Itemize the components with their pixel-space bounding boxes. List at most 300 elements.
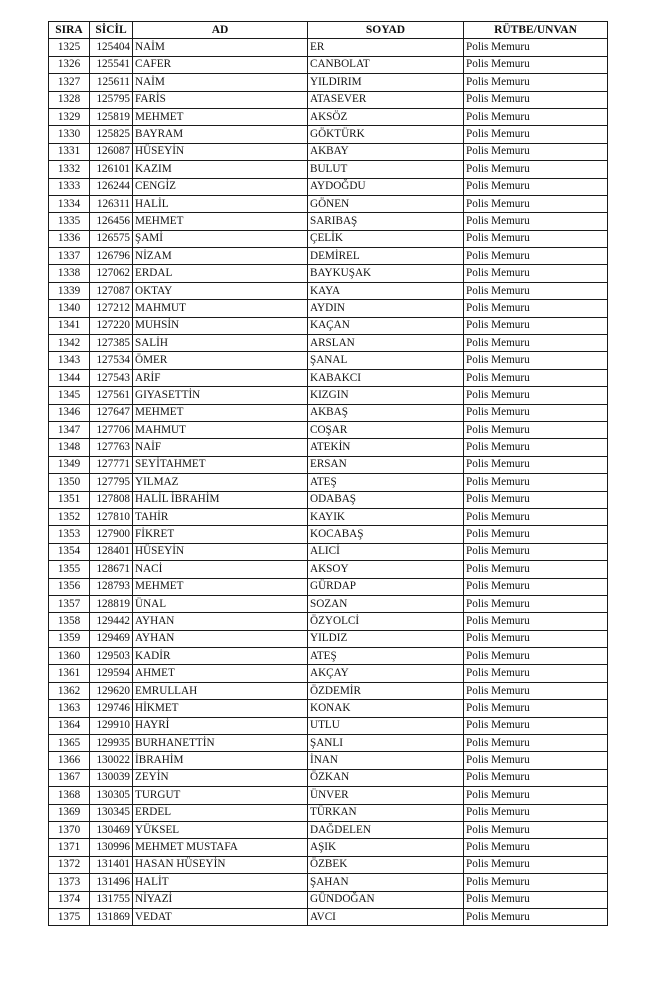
cell-ad: AYHAN <box>133 630 308 647</box>
cell-sicil: 127771 <box>90 456 133 473</box>
cell-sicil: 126087 <box>90 143 133 160</box>
table-row <box>49 613 608 630</box>
cell-rutbe: Polis Memuru <box>464 56 608 73</box>
cell-soyad: SARIBAŞ <box>308 213 464 230</box>
cell-sira: 1345 <box>49 387 90 404</box>
cell-sicil: 126244 <box>90 178 133 195</box>
cell-sicil: 131755 <box>90 891 133 908</box>
table-row <box>49 230 608 247</box>
cell-ad: ŞAMİ <box>133 230 308 247</box>
cell-sira: 1367 <box>49 769 90 786</box>
cell-ad: HÜSEYİN <box>133 543 308 560</box>
cell-soyad: ALICİ <box>308 543 464 560</box>
cell-sicil: 127534 <box>90 352 133 369</box>
cell-soyad: ÖZDEMİR <box>308 682 464 699</box>
table-row <box>49 265 608 282</box>
cell-sicil: 130039 <box>90 769 133 786</box>
header-sicil: SİCİL <box>90 22 133 39</box>
cell-sira: 1371 <box>49 839 90 856</box>
cell-ad: GIYASETTİN <box>133 387 308 404</box>
cell-rutbe: Polis Memuru <box>464 300 608 317</box>
cell-rutbe: Polis Memuru <box>464 39 608 56</box>
cell-sira: 1333 <box>49 178 90 195</box>
cell-sicil: 129503 <box>90 648 133 665</box>
cell-rutbe: Polis Memuru <box>464 752 608 769</box>
cell-sicil: 129620 <box>90 682 133 699</box>
cell-sicil: 125795 <box>90 91 133 108</box>
cell-rutbe: Polis Memuru <box>464 265 608 282</box>
cell-rutbe: Polis Memuru <box>464 161 608 178</box>
table-row <box>49 769 608 786</box>
cell-ad: NİYAZİ <box>133 891 308 908</box>
cell-sira: 1357 <box>49 595 90 612</box>
table-row <box>49 561 608 578</box>
cell-sira: 1365 <box>49 735 90 752</box>
cell-sira: 1360 <box>49 648 90 665</box>
cell-soyad: GÜNDOĞAN <box>308 891 464 908</box>
cell-rutbe: Polis Memuru <box>464 178 608 195</box>
cell-soyad: GÖKTÜRK <box>308 126 464 143</box>
cell-sicil: 129594 <box>90 665 133 682</box>
cell-ad: HÜSEYİN <box>133 143 308 160</box>
cell-sira: 1332 <box>49 161 90 178</box>
cell-soyad: KABAKCI <box>308 369 464 386</box>
table-row <box>49 74 608 91</box>
cell-sira: 1375 <box>49 908 90 925</box>
cell-rutbe: Polis Memuru <box>464 908 608 925</box>
cell-sicil: 130345 <box>90 804 133 821</box>
cell-ad: FİKRET <box>133 526 308 543</box>
cell-rutbe: Polis Memuru <box>464 230 608 247</box>
cell-rutbe: Polis Memuru <box>464 508 608 525</box>
cell-sicil: 126796 <box>90 248 133 265</box>
cell-ad: NACİ <box>133 561 308 578</box>
cell-sira: 1354 <box>49 543 90 560</box>
table-row <box>49 908 608 925</box>
cell-soyad: KIZGIN <box>308 387 464 404</box>
cell-soyad: ODABAŞ <box>308 491 464 508</box>
table-row <box>49 682 608 699</box>
cell-ad: KADİR <box>133 648 308 665</box>
cell-soyad: DEMİREL <box>308 248 464 265</box>
cell-rutbe: Polis Memuru <box>464 248 608 265</box>
cell-rutbe: Polis Memuru <box>464 561 608 578</box>
cell-soyad: ERSAN <box>308 456 464 473</box>
cell-sira: 1362 <box>49 682 90 699</box>
cell-soyad: UTLU <box>308 717 464 734</box>
cell-ad: NAİF <box>133 439 308 456</box>
cell-sicil: 125825 <box>90 126 133 143</box>
cell-rutbe: Polis Memuru <box>464 891 608 908</box>
cell-rutbe: Polis Memuru <box>464 769 608 786</box>
cell-soyad: AKSOY <box>308 561 464 578</box>
cell-ad: HAYRİ <box>133 717 308 734</box>
cell-sicil: 128819 <box>90 595 133 612</box>
cell-rutbe: Polis Memuru <box>464 387 608 404</box>
table-row <box>49 700 608 717</box>
cell-ad: NAİM <box>133 74 308 91</box>
cell-soyad: AVCI <box>308 908 464 925</box>
cell-rutbe: Polis Memuru <box>464 282 608 299</box>
cell-sira: 1344 <box>49 369 90 386</box>
table-row <box>49 891 608 908</box>
cell-rutbe: Polis Memuru <box>464 578 608 595</box>
cell-ad: BURHANETTİN <box>133 735 308 752</box>
cell-rutbe: Polis Memuru <box>464 595 608 612</box>
cell-ad: ERDEL <box>133 804 308 821</box>
table-row <box>49 404 608 421</box>
table-row <box>49 630 608 647</box>
cell-ad: ÖMER <box>133 352 308 369</box>
cell-rutbe: Polis Memuru <box>464 335 608 352</box>
table-row <box>49 56 608 73</box>
cell-sira: 1336 <box>49 230 90 247</box>
cell-ad: CENGİZ <box>133 178 308 195</box>
cell-rutbe: Polis Memuru <box>464 543 608 560</box>
cell-ad: SALİH <box>133 335 308 352</box>
table-row <box>49 874 608 891</box>
table-body <box>49 39 608 926</box>
cell-ad: SEYİTAHMET <box>133 456 308 473</box>
cell-ad: YILMAZ <box>133 474 308 491</box>
table-row <box>49 735 608 752</box>
cell-ad: TURGUT <box>133 787 308 804</box>
cell-sira: 1343 <box>49 352 90 369</box>
cell-rutbe: Polis Memuru <box>464 143 608 160</box>
cell-soyad: ÖZKAN <box>308 769 464 786</box>
cell-sicil: 127062 <box>90 265 133 282</box>
cell-sira: 1340 <box>49 300 90 317</box>
cell-soyad: ÇELİK <box>308 230 464 247</box>
cell-sicil: 126456 <box>90 213 133 230</box>
cell-sicil: 128401 <box>90 543 133 560</box>
cell-sira: 1346 <box>49 404 90 421</box>
header-sira: SIRA <box>49 22 90 39</box>
cell-rutbe: Polis Memuru <box>464 682 608 699</box>
cell-rutbe: Polis Memuru <box>464 804 608 821</box>
cell-rutbe: Polis Memuru <box>464 491 608 508</box>
cell-sicil: 127900 <box>90 526 133 543</box>
table-row <box>49 248 608 265</box>
cell-soyad: ARSLAN <box>308 335 464 352</box>
personnel-table <box>48 21 608 926</box>
cell-rutbe: Polis Memuru <box>464 439 608 456</box>
cell-sicil: 130996 <box>90 839 133 856</box>
cell-ad: HASAN HÜSEYİN <box>133 856 308 873</box>
cell-sicil: 127220 <box>90 317 133 334</box>
cell-ad: EMRULLAH <box>133 682 308 699</box>
cell-sira: 1373 <box>49 874 90 891</box>
cell-sicil: 126575 <box>90 230 133 247</box>
cell-rutbe: Polis Memuru <box>464 317 608 334</box>
cell-ad: ERDAL <box>133 265 308 282</box>
cell-ad: MEHMET <box>133 404 308 421</box>
cell-sira: 1363 <box>49 700 90 717</box>
table-row <box>49 108 608 125</box>
table-row <box>49 439 608 456</box>
table-row <box>49 39 608 56</box>
cell-rutbe: Polis Memuru <box>464 700 608 717</box>
cell-ad: MUHSİN <box>133 317 308 334</box>
cell-rutbe: Polis Memuru <box>464 526 608 543</box>
cell-soyad: YILDIZ <box>308 630 464 647</box>
cell-soyad: AYDIN <box>308 300 464 317</box>
cell-sicil: 127795 <box>90 474 133 491</box>
cell-sicil: 131496 <box>90 874 133 891</box>
cell-ad: VEDAT <box>133 908 308 925</box>
cell-soyad: İNAN <box>308 752 464 769</box>
cell-sira: 1353 <box>49 526 90 543</box>
cell-ad: BAYRAM <box>133 126 308 143</box>
cell-ad: MEHMET MUSTAFA <box>133 839 308 856</box>
cell-soyad: ATASEVER <box>308 91 464 108</box>
cell-ad: MAHMUT <box>133 300 308 317</box>
cell-soyad: ÖZYOLCİ <box>308 613 464 630</box>
cell-sicil: 130469 <box>90 821 133 838</box>
cell-soyad: BAYKUŞAK <box>308 265 464 282</box>
cell-ad: NAİM <box>133 39 308 56</box>
cell-ad: ÜNAL <box>133 595 308 612</box>
table-row <box>49 856 608 873</box>
cell-ad: FARİS <box>133 91 308 108</box>
cell-sira: 1349 <box>49 456 90 473</box>
table-row <box>49 213 608 230</box>
cell-sicil: 129442 <box>90 613 133 630</box>
cell-rutbe: Polis Memuru <box>464 404 608 421</box>
cell-soyad: BULUT <box>308 161 464 178</box>
cell-ad: OKTAY <box>133 282 308 299</box>
table-row <box>49 474 608 491</box>
table-row <box>49 126 608 143</box>
cell-soyad: KAÇAN <box>308 317 464 334</box>
cell-soyad: ÖZBEK <box>308 856 464 873</box>
cell-sira: 1331 <box>49 143 90 160</box>
cell-ad: AYHAN <box>133 613 308 630</box>
cell-sicil: 130305 <box>90 787 133 804</box>
cell-sira: 1356 <box>49 578 90 595</box>
cell-sicil: 129469 <box>90 630 133 647</box>
cell-rutbe: Polis Memuru <box>464 474 608 491</box>
cell-rutbe: Polis Memuru <box>464 648 608 665</box>
cell-sira: 1347 <box>49 421 90 438</box>
cell-rutbe: Polis Memuru <box>464 456 608 473</box>
table-row <box>49 178 608 195</box>
cell-sira: 1325 <box>49 39 90 56</box>
table-row <box>49 143 608 160</box>
cell-sicil: 129910 <box>90 717 133 734</box>
cell-sira: 1326 <box>49 56 90 73</box>
table-row <box>49 821 608 838</box>
cell-soyad: AYDOĞDU <box>308 178 464 195</box>
cell-sicil: 127810 <box>90 508 133 525</box>
cell-sicil: 129746 <box>90 700 133 717</box>
cell-sicil: 127087 <box>90 282 133 299</box>
cell-rutbe: Polis Memuru <box>464 630 608 647</box>
cell-sira: 1352 <box>49 508 90 525</box>
table-row <box>49 282 608 299</box>
header-ad: AD <box>133 22 308 39</box>
cell-soyad: ATEŞ <box>308 648 464 665</box>
cell-ad: NİZAM <box>133 248 308 265</box>
cell-rutbe: Polis Memuru <box>464 856 608 873</box>
table-row <box>49 352 608 369</box>
table-row <box>49 787 608 804</box>
cell-sira: 1359 <box>49 630 90 647</box>
table-row <box>49 161 608 178</box>
cell-soyad: KONAK <box>308 700 464 717</box>
cell-rutbe: Polis Memuru <box>464 126 608 143</box>
cell-rutbe: Polis Memuru <box>464 839 608 856</box>
table-row <box>49 421 608 438</box>
table-row <box>49 387 608 404</box>
cell-soyad: SOZAN <box>308 595 464 612</box>
table-row <box>49 717 608 734</box>
cell-sicil: 125819 <box>90 108 133 125</box>
cell-sira: 1327 <box>49 74 90 91</box>
cell-sira: 1341 <box>49 317 90 334</box>
cell-sira: 1351 <box>49 491 90 508</box>
table-row <box>49 317 608 334</box>
cell-rutbe: Polis Memuru <box>464 74 608 91</box>
cell-sira: 1335 <box>49 213 90 230</box>
header-rutbe: RÜTBE/UNVAN <box>464 22 608 39</box>
cell-sira: 1338 <box>49 265 90 282</box>
header-row <box>49 22 608 39</box>
cell-ad: YÜKSEL <box>133 821 308 838</box>
table-row <box>49 508 608 525</box>
table-row <box>49 595 608 612</box>
cell-sira: 1348 <box>49 439 90 456</box>
cell-soyad: ŞANAL <box>308 352 464 369</box>
cell-ad: HALİT <box>133 874 308 891</box>
table-row <box>49 195 608 212</box>
cell-sicil: 129935 <box>90 735 133 752</box>
cell-ad: AHMET <box>133 665 308 682</box>
cell-rutbe: Polis Memuru <box>464 369 608 386</box>
cell-ad: MEHMET <box>133 578 308 595</box>
table-row <box>49 91 608 108</box>
cell-soyad: YILDIRIM <box>308 74 464 91</box>
cell-ad: MEHMET <box>133 108 308 125</box>
cell-sira: 1339 <box>49 282 90 299</box>
cell-sicil: 127808 <box>90 491 133 508</box>
cell-ad: HİKMET <box>133 700 308 717</box>
cell-sira: 1374 <box>49 891 90 908</box>
cell-sicil: 131401 <box>90 856 133 873</box>
cell-sicil: 125404 <box>90 39 133 56</box>
header-soyad: SOYAD <box>308 22 464 39</box>
cell-sira: 1342 <box>49 335 90 352</box>
cell-soyad: COŞAR <box>308 421 464 438</box>
cell-soyad: AKBAY <box>308 143 464 160</box>
cell-sira: 1350 <box>49 474 90 491</box>
cell-sira: 1330 <box>49 126 90 143</box>
cell-ad: İBRAHİM <box>133 752 308 769</box>
cell-rutbe: Polis Memuru <box>464 874 608 891</box>
cell-ad: ZEYİN <box>133 769 308 786</box>
table-row <box>49 300 608 317</box>
table-row <box>49 839 608 856</box>
cell-soyad: DAĞDELEN <box>308 821 464 838</box>
cell-soyad: GÖNEN <box>308 195 464 212</box>
cell-sicil: 131869 <box>90 908 133 925</box>
cell-sicil: 127647 <box>90 404 133 421</box>
cell-rutbe: Polis Memuru <box>464 717 608 734</box>
cell-soyad: GÜRDAP <box>308 578 464 595</box>
cell-sira: 1368 <box>49 787 90 804</box>
table-row <box>49 543 608 560</box>
table-row <box>49 526 608 543</box>
cell-soyad: ÜNVER <box>308 787 464 804</box>
cell-ad: CAFER <box>133 56 308 73</box>
cell-rutbe: Polis Memuru <box>464 108 608 125</box>
cell-sicil: 128793 <box>90 578 133 595</box>
cell-sicil: 127706 <box>90 421 133 438</box>
cell-soyad: CANBOLAT <box>308 56 464 73</box>
cell-soyad: KAYA <box>308 282 464 299</box>
table-row <box>49 648 608 665</box>
cell-rutbe: Polis Memuru <box>464 665 608 682</box>
cell-sicil: 125541 <box>90 56 133 73</box>
cell-rutbe: Polis Memuru <box>464 821 608 838</box>
cell-ad: TAHİR <box>133 508 308 525</box>
cell-rutbe: Polis Memuru <box>464 195 608 212</box>
cell-soyad: TÜRKAN <box>308 804 464 821</box>
cell-ad: MAHMUT <box>133 421 308 438</box>
cell-soyad: AŞIK <box>308 839 464 856</box>
cell-soyad: AKÇAY <box>308 665 464 682</box>
cell-sira: 1361 <box>49 665 90 682</box>
cell-ad: HALİL <box>133 195 308 212</box>
table-row <box>49 804 608 821</box>
table-row <box>49 369 608 386</box>
table-row <box>49 491 608 508</box>
cell-ad: MEHMET <box>133 213 308 230</box>
cell-sicil: 126311 <box>90 195 133 212</box>
cell-sira: 1334 <box>49 195 90 212</box>
cell-soyad: ŞANLI <box>308 735 464 752</box>
cell-soyad: AKBAŞ <box>308 404 464 421</box>
cell-soyad: KOCABAŞ <box>308 526 464 543</box>
cell-sira: 1358 <box>49 613 90 630</box>
cell-sira: 1369 <box>49 804 90 821</box>
cell-rutbe: Polis Memuru <box>464 352 608 369</box>
cell-soyad: KAYIK <box>308 508 464 525</box>
cell-soyad: ATEŞ <box>308 474 464 491</box>
cell-soyad: ER <box>308 39 464 56</box>
cell-rutbe: Polis Memuru <box>464 91 608 108</box>
table-row <box>49 335 608 352</box>
cell-rutbe: Polis Memuru <box>464 213 608 230</box>
cell-ad: KAZIM <box>133 161 308 178</box>
cell-sira: 1329 <box>49 108 90 125</box>
cell-sira: 1364 <box>49 717 90 734</box>
table-row <box>49 456 608 473</box>
cell-rutbe: Polis Memuru <box>464 735 608 752</box>
cell-rutbe: Polis Memuru <box>464 613 608 630</box>
cell-sicil: 127385 <box>90 335 133 352</box>
cell-soyad: ATEKİN <box>308 439 464 456</box>
cell-sira: 1370 <box>49 821 90 838</box>
cell-sicil: 126101 <box>90 161 133 178</box>
cell-sicil: 127763 <box>90 439 133 456</box>
cell-sira: 1337 <box>49 248 90 265</box>
cell-sicil: 128671 <box>90 561 133 578</box>
cell-sicil: 127212 <box>90 300 133 317</box>
cell-sira: 1328 <box>49 91 90 108</box>
cell-ad: HALİL İBRAHİM <box>133 491 308 508</box>
cell-sira: 1355 <box>49 561 90 578</box>
